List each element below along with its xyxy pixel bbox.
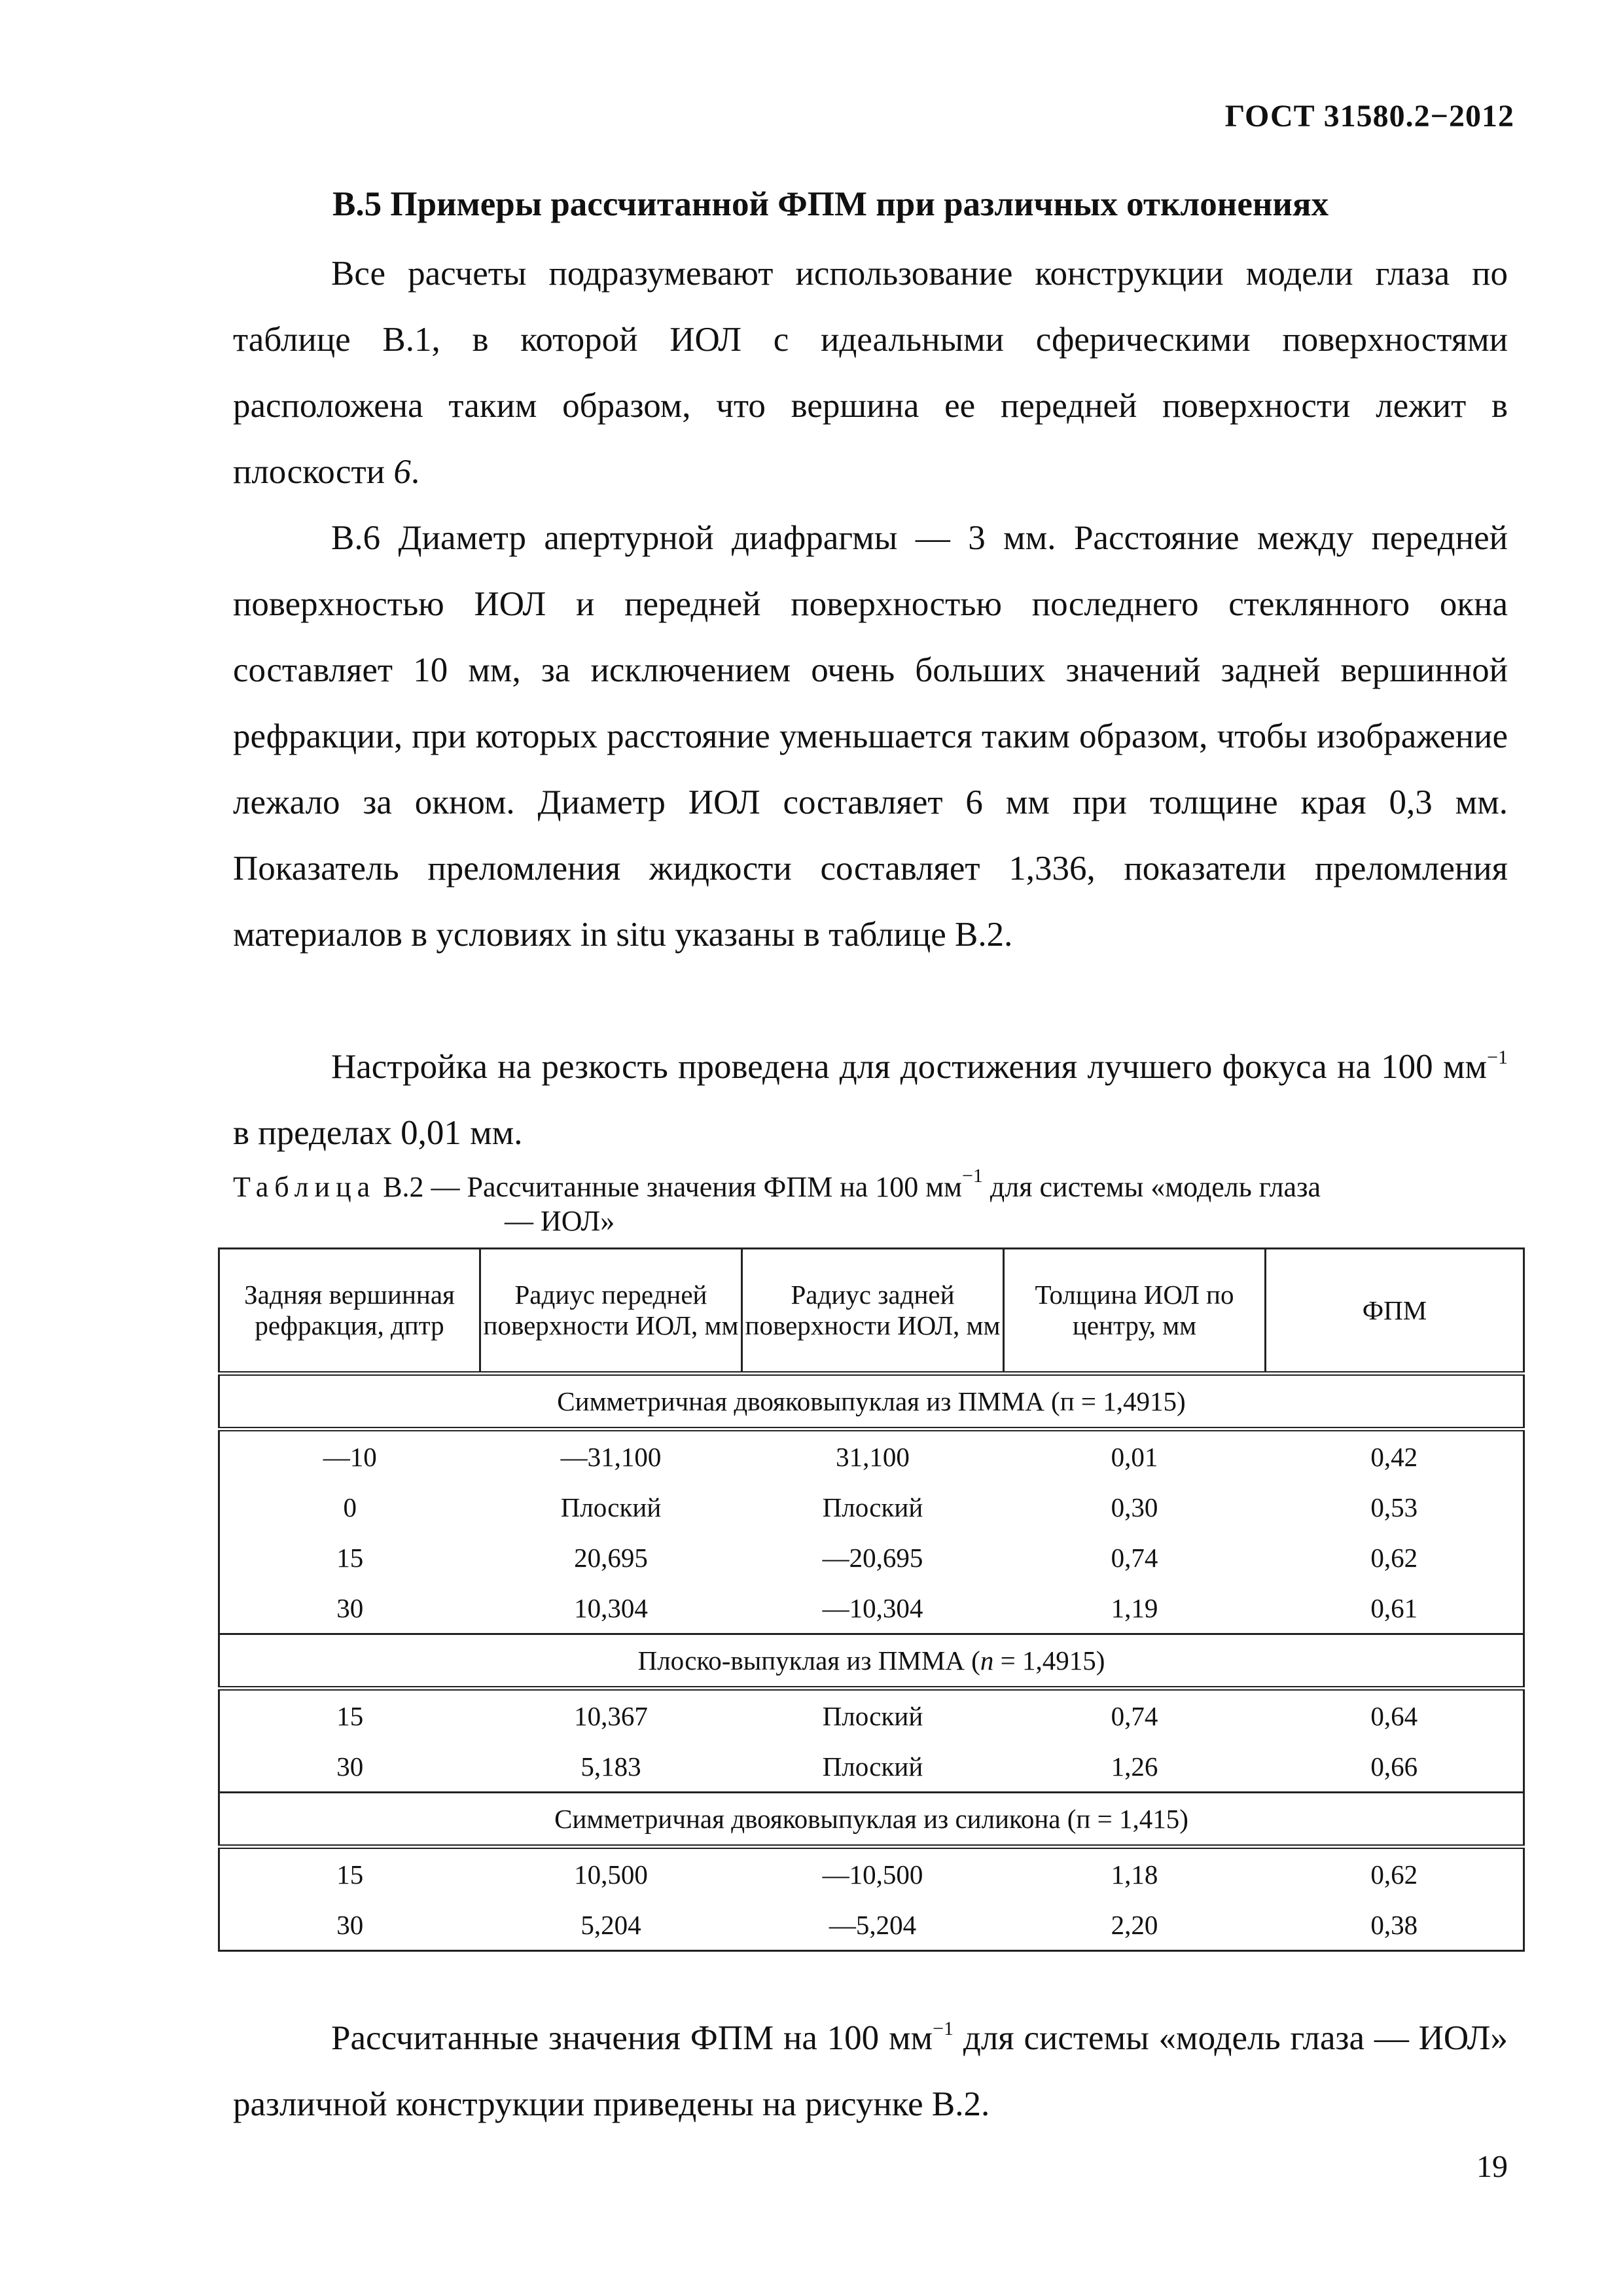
table-row xyxy=(219,1532,1524,1583)
paragraph-1-text: Все расчеты подразумевают использование конструкции модели глаза по таблице В.1, в которой ИОЛ с идеальными сферическими поверхностями расположена таким образом, что вершина ее передней поверхности лежит в плоскости xyxy=(233,255,1508,491)
table-cell: 30 xyxy=(219,1741,480,1793)
table-row xyxy=(219,1899,1524,1951)
table-cell: 0,66 xyxy=(1266,1741,1524,1793)
table-row xyxy=(219,1482,1524,1532)
paragraph-4 xyxy=(233,2005,1508,2138)
table-cell: 15 xyxy=(219,1532,480,1583)
table-cell: 0,30 xyxy=(1111,1492,1158,1522)
table-row xyxy=(219,1429,1524,1482)
group-title: Симметричная двояковыпуклая из силикона (п = 1,415) xyxy=(219,1793,1524,1847)
paragraph-1-end: . xyxy=(410,453,420,491)
table-cell: 10,367 xyxy=(574,1700,648,1731)
header-posterior-radius: Радиус задней поверхности ИОЛ, мм xyxy=(742,1249,1004,1374)
table-cell: 0,61 xyxy=(1266,1583,1524,1634)
header-mtf: ФПМ xyxy=(1266,1249,1524,1374)
table-caption-line-2: — ИОЛ» xyxy=(505,1205,615,1237)
page-number: 19 xyxy=(1476,2149,1508,2184)
group-title-text: Плоско-выпуклая из ПММА ( xyxy=(637,1645,980,1676)
table-cell: 0,62 xyxy=(1266,1532,1524,1583)
table-caption-label: Таблица xyxy=(233,1171,376,1203)
group-title: Симметричная двояковыпуклая из ПММА (п = 1,4915) xyxy=(219,1374,1524,1429)
table-cell: —20,695 xyxy=(822,1542,923,1573)
document-code: ГОСТ 31580.2−2012 xyxy=(1224,99,1514,134)
table-cell: 0,42 xyxy=(1266,1429,1524,1482)
table-cell: 0,53 xyxy=(1266,1482,1524,1532)
group-title-symbol: n xyxy=(980,1645,994,1676)
paragraph-3 xyxy=(233,1034,1508,1166)
group-row xyxy=(219,1634,1524,1689)
header-anterior-radius: Радиус передней поверхности ИОЛ, мм xyxy=(480,1249,742,1374)
table-caption-superscript: −1 xyxy=(961,1165,983,1187)
table-caption xyxy=(233,1165,1476,1238)
table-cell: Плоский xyxy=(560,1492,662,1522)
paragraph-2-text: В.6 Диаметр апертурной диафрагмы — 3 мм. Расстояние между передней поверхностью ИОЛ и передней поверхностью последнего стеклянного окна составляет 10 мм, за исключением очень больших значений задней вершинной рефракции, при которых расстояние уменьшается таким образом, чтобы изображение лежало за окном. Диаметр ИОЛ составляет 6 мм при толщине края 0,3 мм. Показатель преломления жидкости составляет 1,336, показатели преломления материалов в условиях in situ указаны в таблице В.2. xyxy=(233,519,1508,954)
table-cell: 1,18 xyxy=(1111,1859,1158,1890)
table-cell: 30 xyxy=(219,1899,480,1951)
table-cell: 5,204 xyxy=(480,1899,742,1951)
table-caption-text: В.2 — Рассчитанные значения ФПМ на 100 мм xyxy=(376,1171,962,1203)
paragraph-4-text-end: для системы «модель глаза — ИОЛ» различной конструкции приведены на рисунке В.2. xyxy=(233,2019,1508,2123)
table-cell: —10 xyxy=(219,1429,480,1482)
table-cell: 0,74 xyxy=(1111,1700,1158,1731)
table-caption-line-1 xyxy=(233,1165,1476,1204)
table-row xyxy=(219,1847,1524,1900)
paragraph-1 xyxy=(233,241,1508,505)
paragraph-2 xyxy=(233,505,1508,968)
table-cell: —10,304 xyxy=(822,1592,923,1623)
table-cell: 31,100 xyxy=(836,1441,910,1472)
group-title xyxy=(219,1634,1524,1689)
table-cell: 0,74 xyxy=(1111,1542,1158,1573)
table-cell: 1,26 xyxy=(1111,1751,1158,1782)
table-cell: 0,01 xyxy=(1111,1441,1158,1472)
table-cell: —31,100 xyxy=(560,1441,662,1472)
table-header-row xyxy=(219,1249,1524,1374)
table-cell: —10,500 xyxy=(822,1859,923,1890)
header-back-vertex-refraction: Задняя вершинная рефракция, дптр xyxy=(219,1249,480,1374)
table-cell: 0 xyxy=(219,1482,480,1532)
table-cell: 15 xyxy=(219,1847,480,1900)
paragraph-4-text: Рассчитанные значения ФПМ на 100 мм xyxy=(331,2019,933,2057)
section-title: В.5 Примеры рассчитанной ФПМ при различных отклонениях xyxy=(332,185,1329,223)
table-cell: 0,64 xyxy=(1266,1689,1524,1742)
table-cell: 2,20 xyxy=(1004,1899,1266,1951)
table-row xyxy=(219,1583,1524,1634)
table-cell: 15 xyxy=(219,1689,480,1742)
group-row xyxy=(219,1374,1524,1429)
paragraph-3-text: Настройка на резкость проведена для достижения лучшего фокуса на 100 мм xyxy=(331,1048,1488,1086)
table-cell: 0,62 xyxy=(1266,1847,1524,1900)
table-cell: 1,19 xyxy=(1111,1592,1158,1623)
table-cell: Плоский xyxy=(822,1751,923,1782)
table-row xyxy=(219,1741,1524,1793)
table-cell: 10,304 xyxy=(574,1592,648,1623)
header-center-thickness: Толщина ИОЛ по центру, мм xyxy=(1004,1249,1266,1374)
group-row xyxy=(219,1793,1524,1847)
table-cell: 10,500 xyxy=(574,1859,648,1890)
table-cell: Плоский xyxy=(822,1700,923,1731)
table-cell: 5,183 xyxy=(580,1751,641,1782)
paragraph-3-text-end: в пределах 0,01 мм. xyxy=(233,1114,523,1152)
mtf-table xyxy=(218,1247,1523,1952)
table-cell: 30 xyxy=(219,1583,480,1634)
table-caption-text-end: для системы «модель глаза xyxy=(982,1171,1321,1203)
table-cell: —5,204 xyxy=(742,1899,1004,1951)
paragraph-1-plane-number: 6 xyxy=(393,453,411,491)
table-cell: 20,695 xyxy=(574,1542,648,1573)
group-title-text-end: = 1,4915) xyxy=(993,1645,1105,1676)
table-row xyxy=(219,1689,1524,1742)
paragraph-3-superscript: −1 xyxy=(1487,1047,1508,1068)
table-cell: 0,38 xyxy=(1266,1899,1524,1951)
table-cell: Плоский xyxy=(822,1492,923,1522)
paragraph-4-superscript: −1 xyxy=(933,2018,954,2039)
